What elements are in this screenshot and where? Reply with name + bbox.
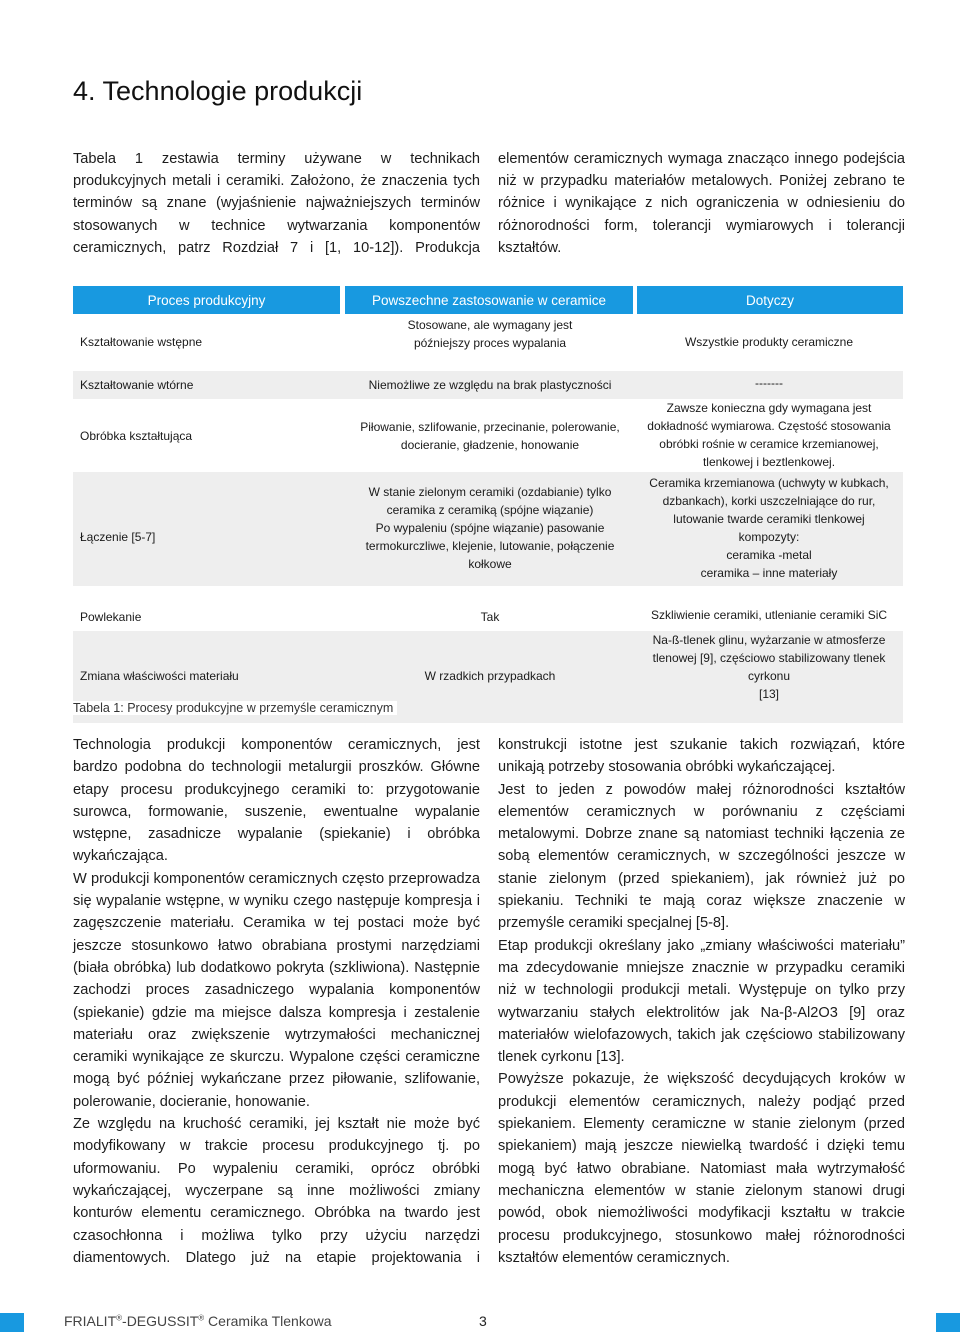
table-row [73,371,903,399]
footer-brand: FRIALIT®-DEGUSSIT® Ceramika Tlenkowa [64,1313,332,1329]
table-header-applies-to: Dotyczy [637,286,903,314]
body-paragraph: Technologia produkcji komponentów ceramicznych, jest bardzo podobna do technologii metalurgii proszków. Główne etapy procesu produkcyjnego ceramiki to: przygotowanie surowca, formowanie, suszenie, ewentualne wypalanie wstępne, zasadnicze wypalanie (spiekanie) i obróbka wykańczająca. [73,737,480,865]
table-cell-process: Kształtowanie wstępne [80,335,203,349]
body-paragraph: W produkcji komponentów ceramicznych często przeprowadza się wypalanie wstępne, w wyniku czego następuje kompresja i zagęszczenie materiału. Ceramika w tej postaci może być jeszcze stosunkowo łatwo obrabiana prostymi narzędziami (biała obróbka) lub dodatkowo pokryta (szkliwiona). Następnie zachodzi proces zasadniczego wypalania komponentów (spiekanie) gdzie ma miejsce dalsza kompresja i zestalenie materiału oraz zwiększenie wytrzymałości mechanicznej ceramiki wynikające ze skurczu. Wypalone części ceramiczne mogą być później wykańczane przez piłowanie, szlifowanie, polerowanie, docieranie, honowanie. [73,870,480,1110]
table-cell-applies-to: Ceramika krzemianowa (uchwyty w kubkach, dzbankach), korki uszczelniające do rur, lutowanie twarde ceramiki tlenkowej kompozyty: ceramika -metal ceramika – inne materiały [649,476,889,580]
table-cell-process: Łączenie [5-7] [80,530,156,544]
intro-paragraph-left: Tabela 1 zestawia terminy używane w technikach produkcyjnych metali i ceramiki. Założono, że znaczenia tych terminów są znane (wyjaśnienie najważniejszych terminów stosowanych w technice wytwarzania komponentów ceramicznych, patrz Rozdział 7 i [1, 10-12]). Produkcja [73,151,480,256]
table-cell-application: W rzadkich przypadkach [424,669,556,683]
table-cell-application: Niemożliwe ze względu na brak plastyczności [368,378,612,392]
table-row [73,603,903,631]
table-cell-application: Stosowane, ale wymagany jest późniejszy proces wypalania [407,318,573,350]
body-column-right [498,734,905,1269]
body-paragraph: Etap produkcji określany jako „zmiany właściwości materiału” ma zdecydowanie mniejsze znacznie w przypadku ceramiki niż w technologii produkcji metali. Występuje on tylko przy wytwarzaniu stałych elektrolitów jak Na-β-Al2O3 [9] oraz materiałów wielofazowych, takich jak częściowo stabilizowany tlenek cyrkonu [13]. [498,937,905,1066]
table-cell-process: Kształtowanie wtórne [80,378,194,392]
table-cell-application: W stanie zielonym ceramiki (ozdabianie) tylko ceramika z ceramiką (spójne wiązanie) Po wypaleniu (spójne wiązanie) pasowanie termokurczliwe, klejenie, lutowanie, połączenie kołkowe [365,485,615,571]
footer-accent-right [936,1313,960,1332]
page-number: 3 [479,1313,487,1329]
table-header-application: Powszechne zastosowanie w ceramice [345,286,633,314]
footer-accent-left [0,1313,24,1332]
page-title: 4. Technologie produkcji [73,76,363,106]
table-cell-applies-to: Zawsze konieczna gdy wymagana jest dokładność wymiarowa. Częstość stosowania obróbki rośnie w ceramice krzemianowej, tlenkowej i beztlenkowej. [647,401,891,469]
body-paragraph: Jest to jeden z powodów małej różnorodności kształtów elementów ceramicznych w porównaniu z częściami metalowymi. Dobrze znane są natomiast techniki łączenia ze sobą elementów ceramicznych, w szczególności jeszcze w stanie zielonym (przed spiekaniem), jak również już po spiekaniu. Techniki te mają coraz większe znaczenie w przemyśle ceramiki specjalnej [5-8]. [498,781,905,932]
body-column-left [73,734,480,1269]
body-paragraph: konstrukcji istotne jest szukanie takich rozwiązań, które unikają potrzeby stosowania obróbki wykańczającej. [498,737,905,776]
table-row [73,399,903,471]
table-caption: Tabela 1: Procesy produkcyjne w przemyśle ceramicznym [73,701,397,715]
table-cell-applies-to: Szkliwienie ceramiki, utlenianie ceramiki SiC [650,608,888,622]
intro-paragraph-right: elementów ceramicznych wymaga znacząco innego podejścia niż w przypadku materiałów metalowych. Poniżej zebrano te różnice i wynikające z nich ograniczenia w odniesieniu do różnorodności form, tolerancji wymiarowych i tolerancji kształtów. [498,151,905,256]
table-row [73,472,903,586]
table-cell-process: Zmiana właściwości materiału [80,669,239,683]
table-cell-applies-to: Wszystkie produkty ceramiczne [684,335,854,349]
table-cell-process: Obróbka kształtująca [80,429,193,443]
table-cell-application: Piłowanie, szlifowanie, przecinanie, polerowanie, docieranie, gładzenie, honowanie [360,420,620,452]
table-cell-applies-to: ------- [755,376,783,390]
body-paragraph: Powyższe pokazuje, że większość decydujących kroków w produkcji elementów ceramicznych, należy podjąć przed spiekaniem. Elementy ceramiczne w stanie zielonym (przed spiekaniem) mają jeszcze niewielką twardość i dzięki temu mogą być łatwo obrabiane. Natomiast mała wytrzymałość mechaniczna elementów w stanie zielonym stanowi drugi powód, obok niemożliwości modyfikacji kształtu w trakcie procesu produkcyjnego, stosunkowo małej różnorodności kształtów elementów ceramicznych. [498,1071,905,1266]
table-cell-application: Tak [480,610,500,624]
body-paragraph: Ze względu na kruchość ceramiki, jej kształt nie może być modyfikowany w trakcie procesu produkcyjnego tj. po uformowaniu. Po wypaleniu ceramiki, oprócz obróbki wykańczającej, wyczerpane są inne możliwości zmiany konturów elementu ceramicznego. Obróbka na twardo jest czasochłonna i możliwa tylko przy użyciu narzędzi diamentowych. Dlatego już na etapie projektowania i [73,1116,480,1266]
table-cell-applies-to: Na-ß-tlenek glinu, wyżarzanie w atmosferze tlenowej [9], częściowo stabilizowany tlenek cyrkonu [13] [652,633,886,701]
table-header-process: Proces produkcyjny [73,286,340,314]
table-cell-process: Powlekanie [80,610,142,624]
